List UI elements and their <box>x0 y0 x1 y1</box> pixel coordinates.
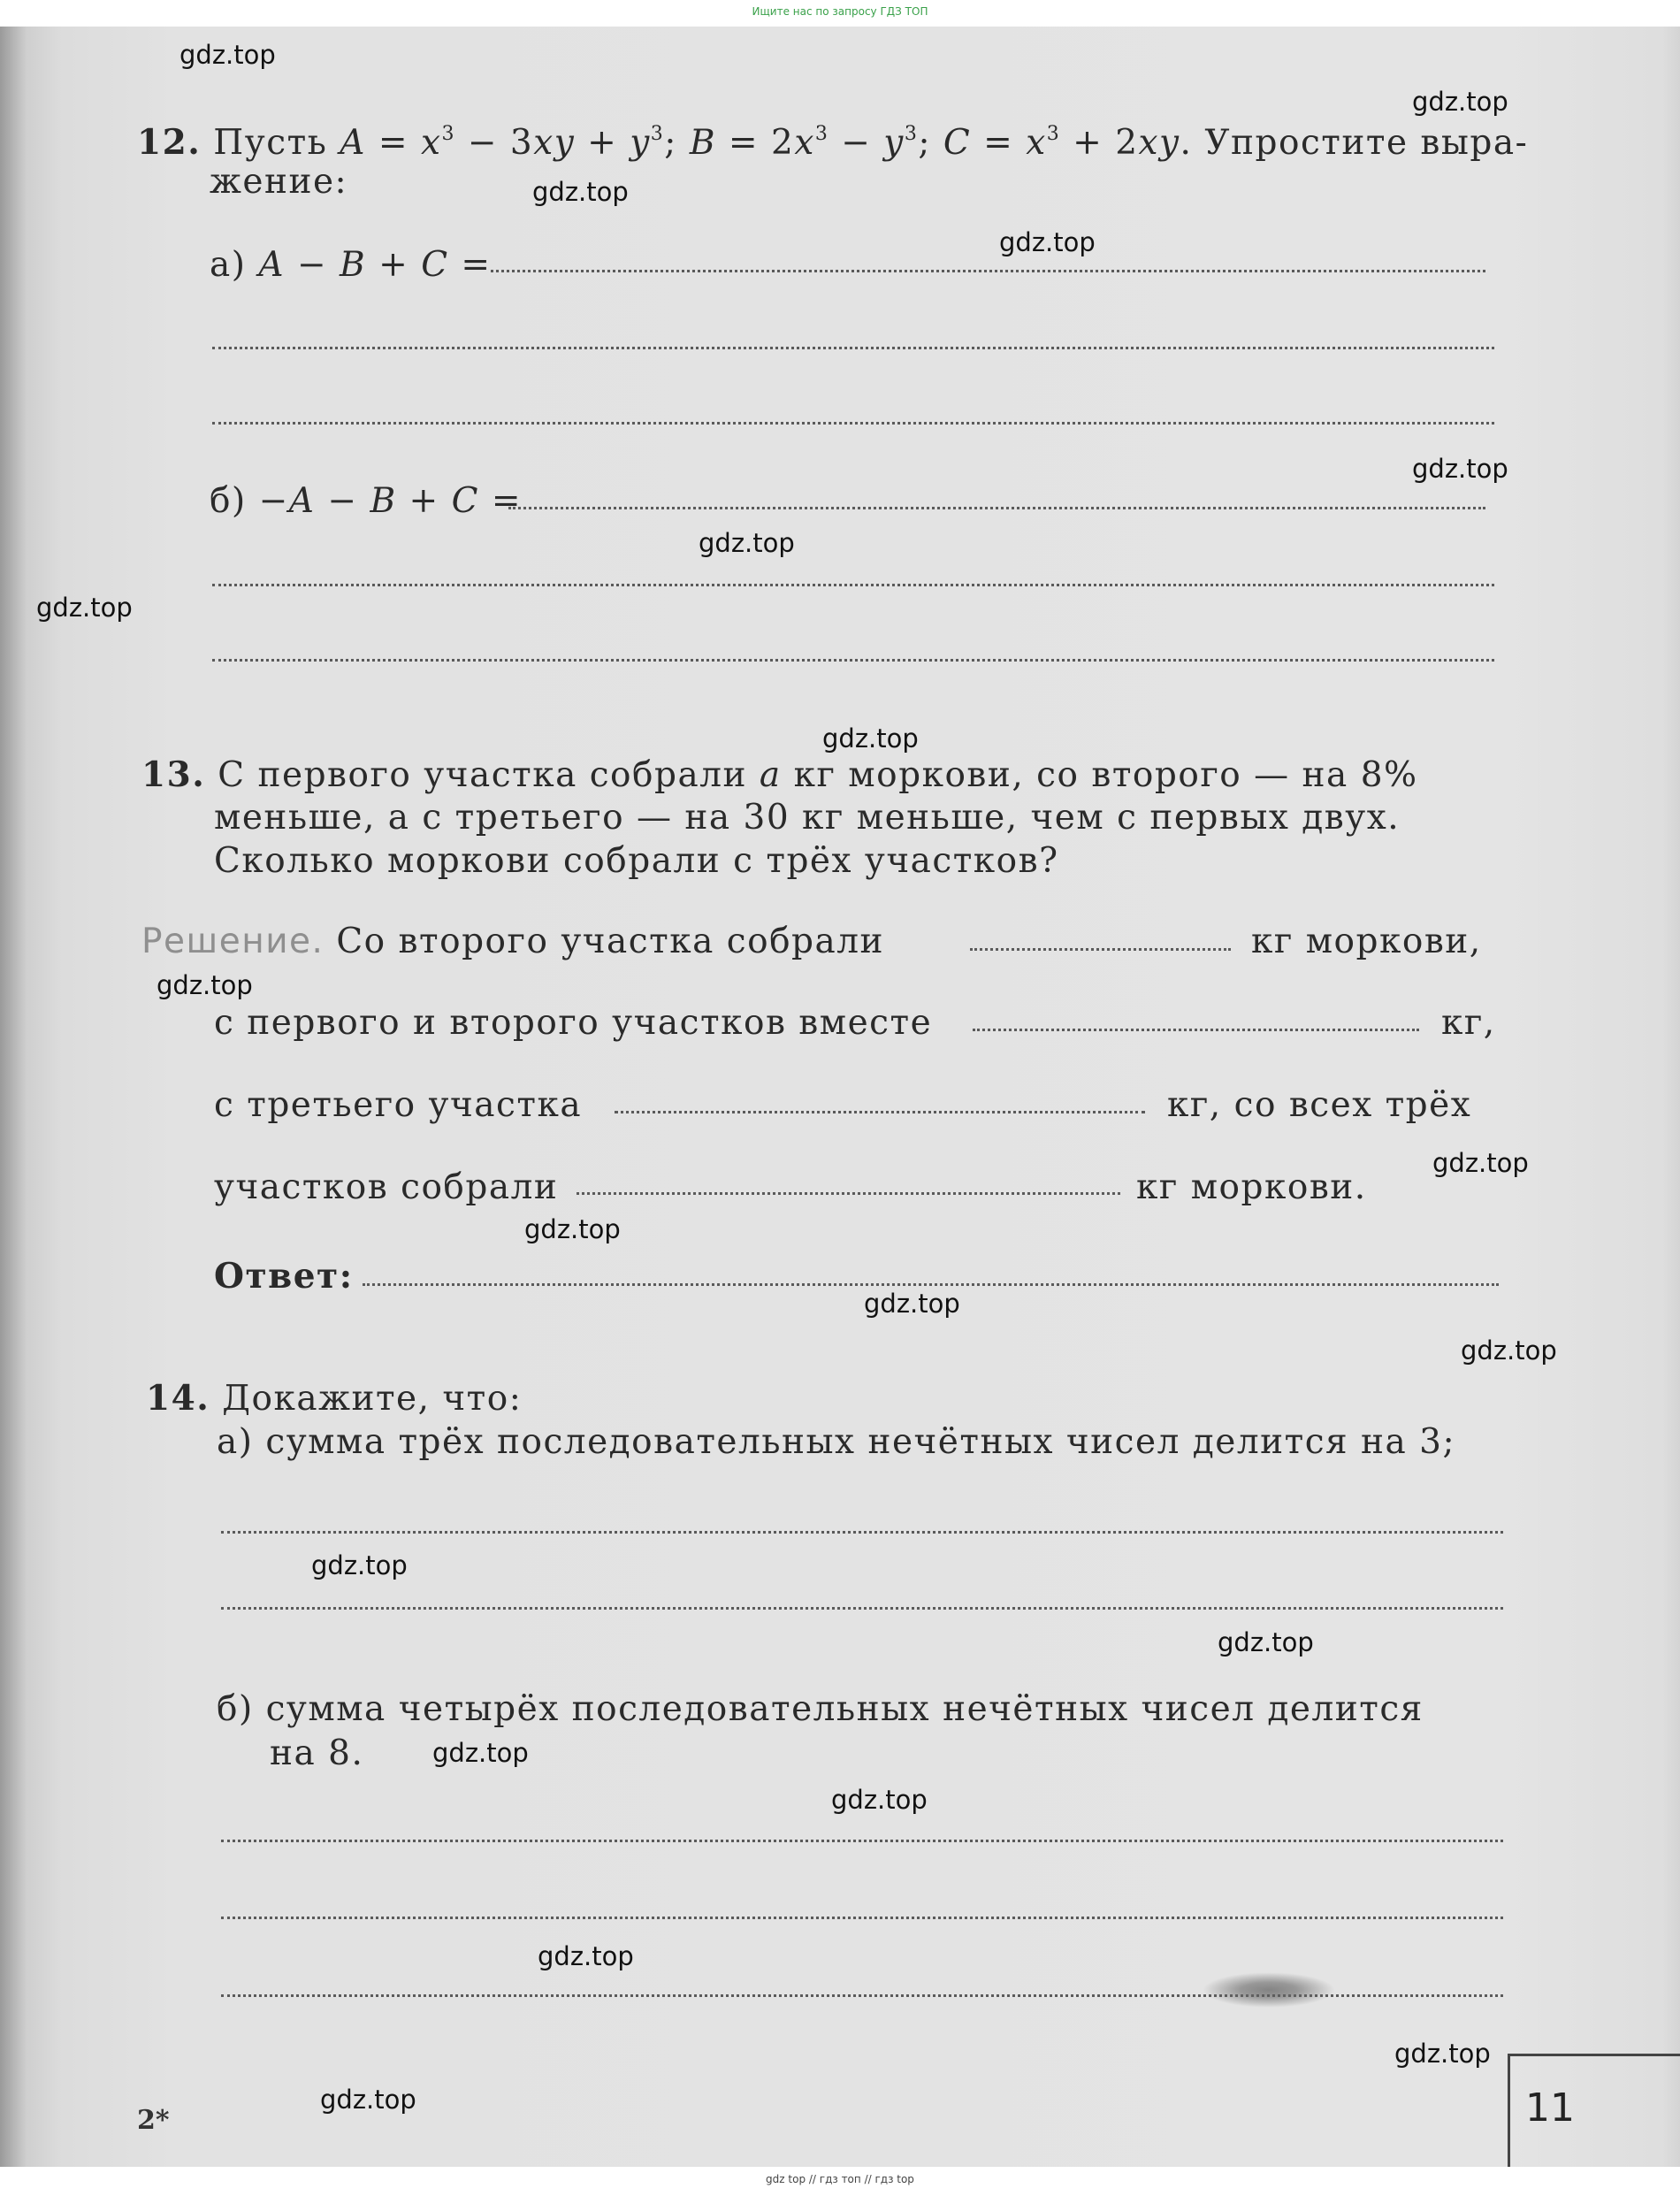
problem-12a-expression: а) A − B + C = <box>210 245 492 285</box>
problem-12-line2: жение: <box>210 162 348 202</box>
watermark: gdz.top <box>831 1785 928 1815</box>
solution-line-1: Решение. Со второго участка собрали <box>141 922 885 961</box>
solution-label: Решение. <box>141 922 325 961</box>
watermark: gdz.top <box>822 723 919 754</box>
problem-12a-label: а) <box>210 245 247 285</box>
bottom-banner: gdz top // гдз топ // гдз top <box>766 2173 914 2185</box>
blank-second-plot[interactable] <box>970 948 1231 951</box>
watermark: gdz.top <box>864 1289 960 1319</box>
problem-14b-line1: б) сумма четырёх последовательных нечётных чисел делится <box>217 1689 1424 1729</box>
problem-13-line3: Сколько моркови собрали с трёх участков? <box>214 841 1059 881</box>
problem-12b-label: б) <box>210 481 247 521</box>
watermark: gdz.top <box>538 1941 634 1971</box>
solution-line-2-end: кг, <box>1441 1003 1496 1043</box>
watermark: gdz.top <box>524 1214 621 1244</box>
answer-line-13[interactable] <box>363 1283 1499 1286</box>
solution-line-2: с первого и второго участков вместе <box>214 1003 933 1043</box>
problem-12-number: 12. <box>137 122 202 163</box>
watermark: gdz.top <box>157 970 253 1000</box>
blank-total[interactable] <box>577 1192 1120 1195</box>
solution-line-4-end: кг моркови. <box>1136 1167 1367 1207</box>
watermark: gdz.top <box>1412 454 1508 484</box>
problem-12-statement: 12. Пусть $A = x^3 - 3xy + y^3$; $B = 2x^3 - y^3$; $C = x^3 + 2xy$. Упростите выра- <box>137 122 1529 163</box>
blank-first-second-total[interactable] <box>973 1029 1419 1031</box>
watermark: gdz.top <box>532 177 629 207</box>
solution-line-3-end: кг, со всех трёх <box>1167 1085 1472 1125</box>
watermark: gdz.top <box>1432 1148 1529 1178</box>
watermark: gdz.top <box>699 528 795 558</box>
answer-line-14b-1[interactable] <box>221 1840 1503 1842</box>
workbook-page <box>0 27 1680 2167</box>
problem-13-number: 13. <box>141 754 206 795</box>
answer-line-14a-1[interactable] <box>221 1531 1503 1534</box>
watermark: gdz.top <box>432 1738 529 1768</box>
top-banner: Ищите нас по запросу ГДЗ ТОП <box>752 5 928 18</box>
answer-label: Ответ: <box>214 1256 354 1297</box>
answer-line-12b-2[interactable] <box>212 584 1494 586</box>
problem-14-intro: 14. Докажите, что: <box>146 1378 523 1419</box>
problem-12b-expression: б) −A − B + C = <box>210 481 523 521</box>
watermark: gdz.top <box>1461 1335 1557 1366</box>
problem-13-line2: меньше, а с третьего — на 30 кг меньше, чем с первых двух. <box>214 798 1401 838</box>
problem-14-number: 14. <box>146 1378 210 1419</box>
solution-line-3: с третьего участка <box>214 1085 583 1125</box>
watermark: gdz.top <box>311 1550 408 1580</box>
watermark: gdz.top <box>1218 1627 1314 1657</box>
ink-smudge <box>1203 1972 1335 2008</box>
answer-line-12a-2[interactable] <box>212 347 1494 349</box>
watermark: gdz.top <box>179 40 276 70</box>
problem-14b-line2: на 8. <box>270 1733 364 1773</box>
answer-line-12b-1[interactable] <box>508 507 1485 509</box>
answer-line-12b-3[interactable] <box>212 659 1494 662</box>
page-number: 11 <box>1525 2085 1575 2131</box>
problem-14a-text: а) сумма трёх последовательных нечётных чисел делится на 3; <box>217 1422 1456 1462</box>
blank-third-plot[interactable] <box>615 1111 1145 1113</box>
problem-12-continuation: Упростите выра- <box>1204 123 1529 163</box>
answer-line-12a-3[interactable] <box>212 422 1494 425</box>
answer-line-12a-1[interactable] <box>491 270 1485 272</box>
solution-line-1-end: кг моркови, <box>1251 922 1482 961</box>
problem-13-line1: 13. С первого участка собрали a кг моркови, со второго — на 8% <box>141 754 1418 795</box>
problem-12-intro: Пусть <box>213 123 328 163</box>
watermark: gdz.top <box>320 2085 416 2115</box>
answer-line-14a-2[interactable] <box>221 1607 1503 1610</box>
solution-line-4: участков собрали <box>214 1167 559 1207</box>
watermark: gdz.top <box>999 227 1096 257</box>
watermark: gdz.top <box>1412 87 1508 117</box>
watermark: gdz.top <box>1394 2039 1491 2069</box>
watermark: gdz.top <box>36 593 133 623</box>
sheet-signature: 2* <box>137 2105 170 2136</box>
answer-line-14b-2[interactable] <box>221 1917 1503 1919</box>
